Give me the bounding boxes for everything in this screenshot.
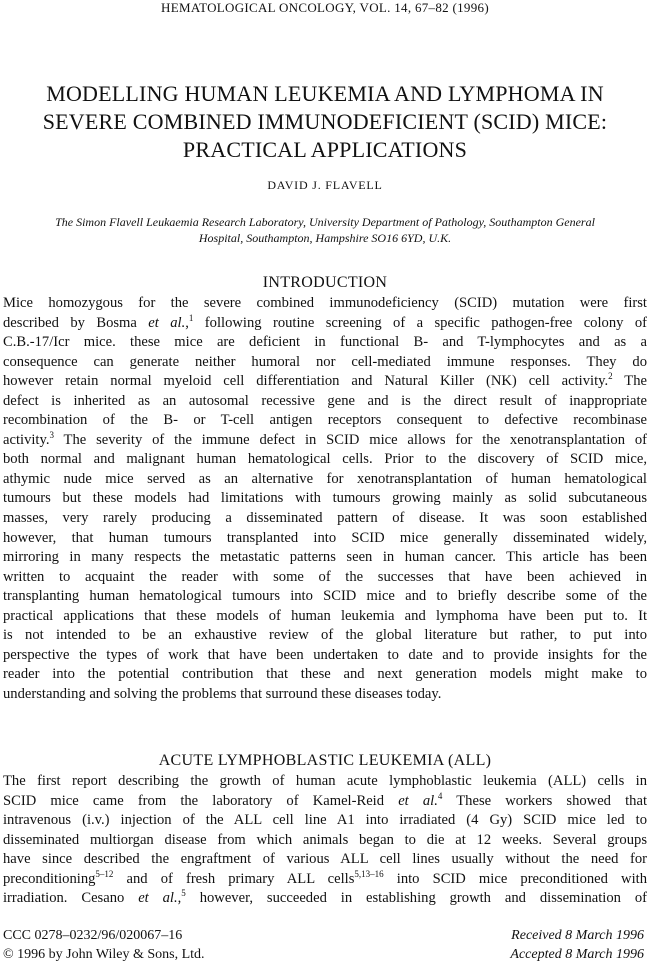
accepted-date: Accepted 8 March 1996 — [510, 947, 644, 962]
text-line: Mice homozygous for the severe combined immunodeficiency (SCID) mutation were first — [3, 295, 647, 311]
text-line: consequence can generate neither humoral nor cell-mediated immune responses. They do — [3, 353, 647, 370]
introduction-heading: INTRODUCTION — [262, 274, 388, 291]
text-line: disseminated multiorgan disease from which animals began to die at 12 weeks. Several groups — [3, 831, 647, 848]
text-line: masses, very rarely producing a disseminated pattern of disease. It was soon established — [3, 510, 647, 527]
text-line: written to acquaint the reader with some of the successes that have been achieved in — [3, 568, 647, 585]
received-date: Received 8 March 1996 — [511, 928, 644, 943]
text-line: both normal and malignant human hematological cells. Prior to the discovery of SCID mice, — [3, 451, 647, 468]
running-head: HEMATOLOGICAL ONCOLOGY, VOL. 14, 67–82 (1996) — [161, 0, 489, 15]
text-line: practical applications that these models of human leukemia and lymphoma have been put to. It — [3, 607, 647, 624]
copyright-notice: © 1996 by John Wiley & Sons, Ltd. — [3, 947, 205, 962]
text-line: described by Bosma et al.,$^1$ following routine screening of a specific pathogen-free colony of — [3, 312, 647, 331]
text-line: SCID mice came from the laboratory of Kamel-Reid et al.$^4$ These workers showed that — [3, 790, 648, 809]
all-section-paragraph — [3, 772, 647, 909]
text-line: athymic nude mice served as an alternative for xenotransplantation of human hematological — [3, 470, 647, 487]
text-line: reader into the potential contribution that these and next generation models might make to — [3, 666, 647, 683]
text-line: however, that human tumours transplanted into SCID mice generally disseminated widely, — [3, 529, 647, 546]
text-line: The first report describing the growth of human acute lymphoblastic leukemia (ALL) cells in — [3, 773, 647, 789]
text-line: intravenous (i.v.) injection of the ALL cell line A1 into irradiated (4 Gy) SCID mice led to — [3, 812, 647, 829]
text-line: defect is inherited as an autosomal recessive gene and is the direct result of inappropriate — [3, 392, 647, 409]
text-line: recombination of the B- or T-cell antigen receptors consequent to defective recombinase — [3, 412, 647, 429]
text-line: however retain normal myeloid cell differentiation and Natural Killer (NK) cell activity.$^2$ The — [3, 371, 647, 390]
title-line: SEVERE COMBINED IMMUNODEFICIENT (SCID) MICE: — [42, 109, 608, 134]
text-line: understanding and solving the problems that surround these diseases today. — [3, 685, 442, 702]
text-line: tumours but these models had limitations with tumours growing mainly as solid subcutaneous — [3, 490, 647, 507]
affiliation-line: Hospital, Southampton, Hampshire SO16 6YD, U.K. — [198, 231, 452, 245]
text-line: mirroring in many respects the metastatic patterns seen in human cancer. This article has been — [3, 549, 647, 566]
text-line: irradiation. Cesano et al.,$^5$ however, succeeded in establishing growth and dissemination of — [3, 888, 647, 907]
author-affiliation — [10, 214, 640, 246]
affiliation-line: The Simon Flavell Leukaemia Research Laboratory, University Department of Pathology, Southampton General — [55, 215, 595, 229]
issn-code: CCC 0278–0232/96/020067–16 — [3, 928, 183, 943]
title-line: MODELLING HUMAN LEUKEMIA AND LYMPHOMA IN — [46, 81, 604, 106]
author-name: DAVID J. FLAVELL — [267, 178, 383, 192]
text-line: is not intended to be an exhaustive review of the global literature but rather, to put into — [3, 627, 647, 644]
title-line: PRACTICAL APPLICATIONS — [182, 137, 468, 162]
footer-right — [510, 926, 644, 964]
text-line: perspective the types of work that have been undertaken to date and to provide insights for the — [3, 646, 647, 663]
footer-left — [3, 926, 205, 964]
text-line: activity.$^3$ The severity of the immune defect in SCID mice allows for the xenotransplantation of — [3, 429, 647, 448]
text-line: C.B.-17/Icr mice. these mice are deficient in functional B- and T-lymphocytes and as a — [3, 334, 647, 351]
text-line: transplanting human hematological tumours into SCID mice and to briefly describe some of the — [3, 588, 647, 605]
text-line: have since described the engraftment of various ALL cell lines usually without the need for — [3, 851, 647, 868]
introduction-paragraph — [3, 294, 647, 704]
article-title — [0, 80, 650, 164]
text-line: preconditioning$^{5-12}$ and of fresh primary ALL cells$^{5,13-16}$ into SCID mice preconditioned with — [3, 868, 647, 887]
all-section-heading: ACUTE LYMPHOBLASTIC LEUKEMIA (ALL) — [158, 752, 492, 769]
